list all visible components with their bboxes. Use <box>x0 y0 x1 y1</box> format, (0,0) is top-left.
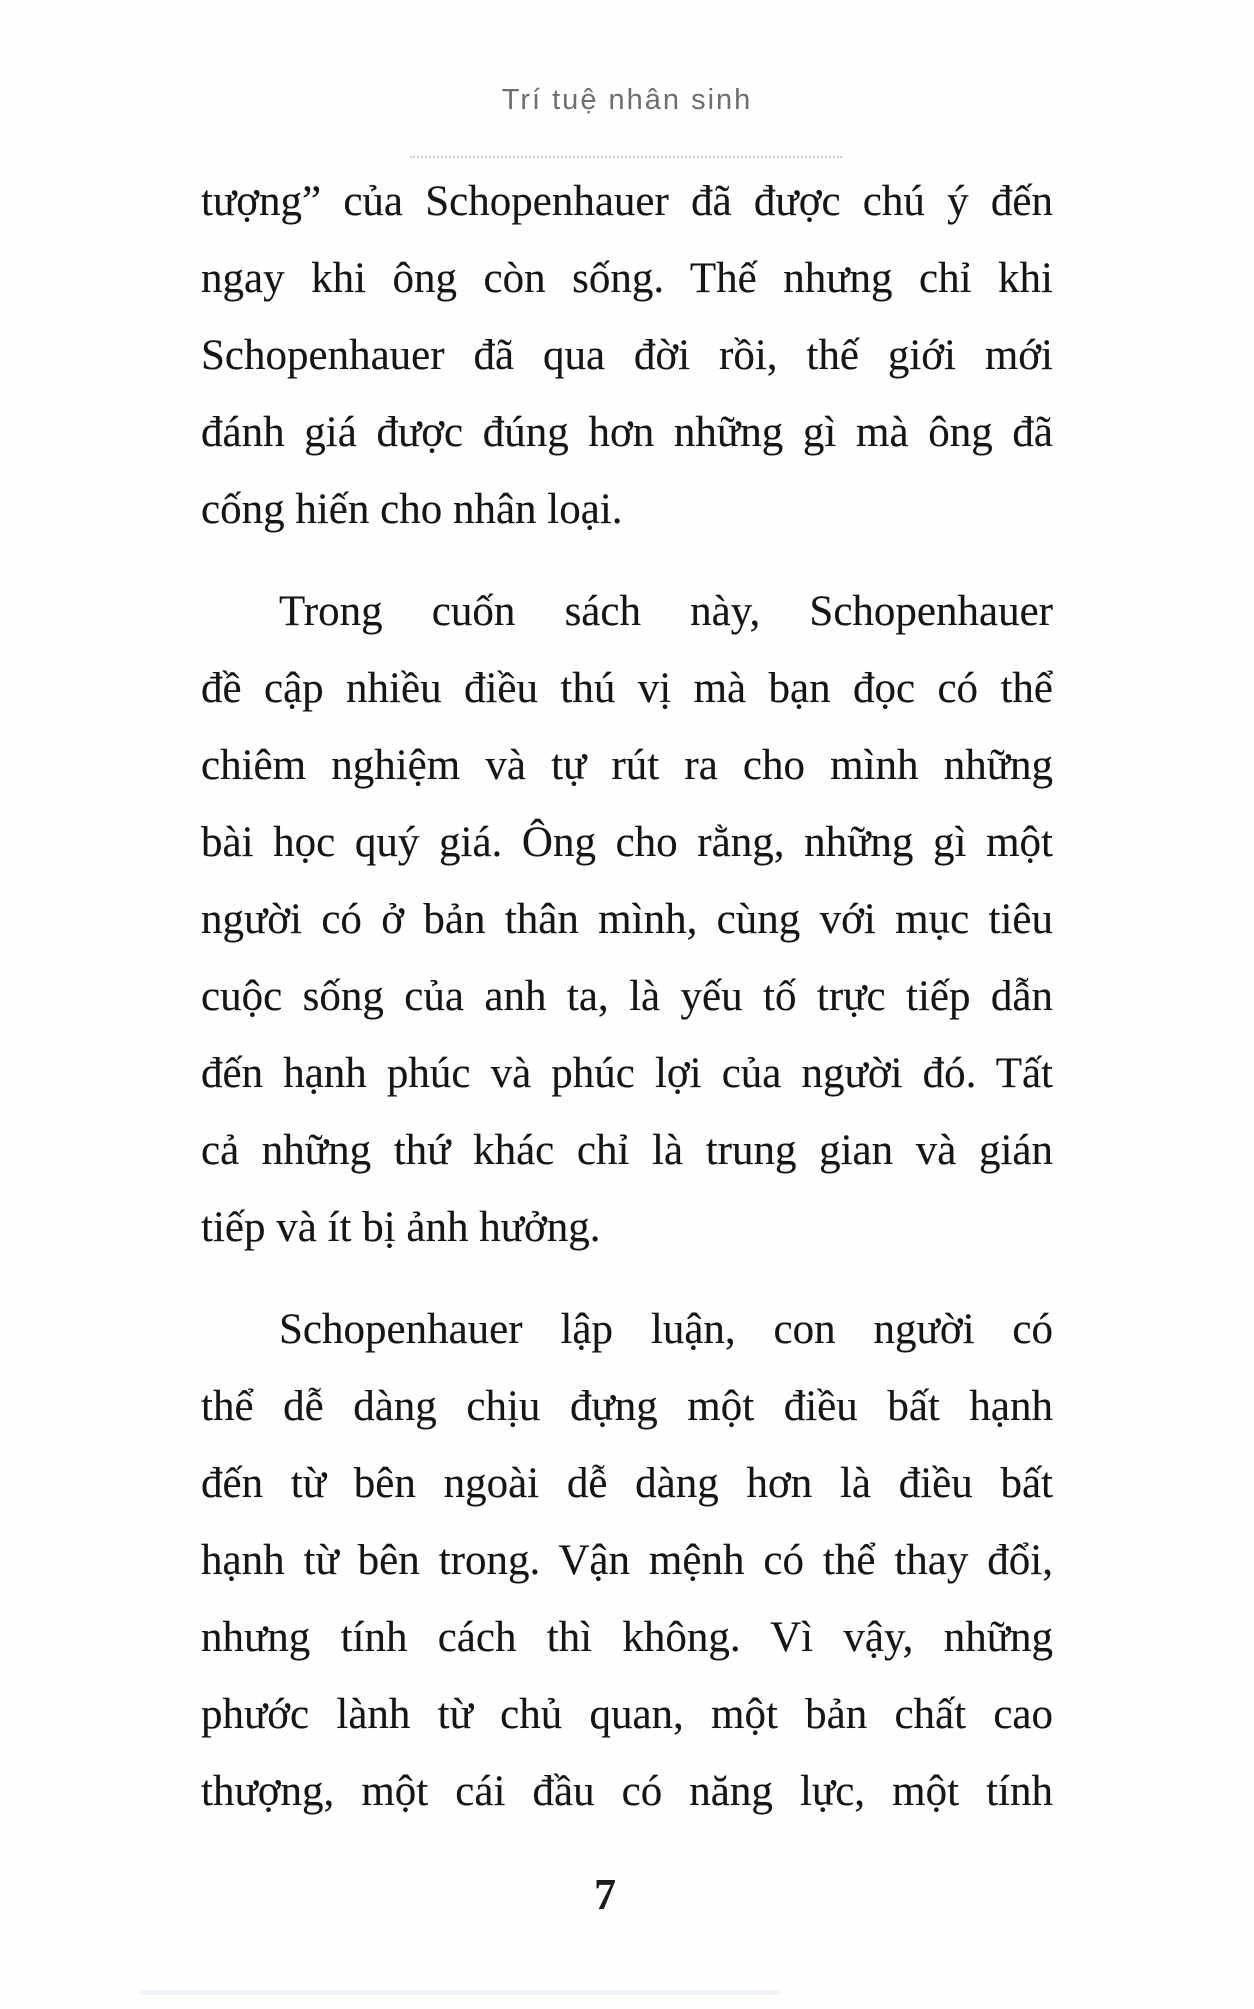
scan-artifact <box>140 1990 780 1995</box>
text-line: cuộc sống của anh ta, là yếu tố trực tiếp dẫn <box>201 973 1053 1020</box>
text-line: đề cập nhiều điều thú vị mà bạn đọc có thể <box>201 665 1053 712</box>
text-line: đánh giá được đúng hơn những gì mà ông đã <box>201 409 1053 456</box>
text-line: ngay khi ông còn sống. Thế nhưng chỉ khi <box>201 255 1053 302</box>
text-line: bài học quý giá. Ông cho rằng, những gì một <box>201 819 1053 866</box>
text-line: Trong cuốn sách này, Schopenhauer <box>279 588 1053 635</box>
page-number: 7 <box>594 1870 616 1919</box>
text-line: Schopenhauer đã qua đời rồi, thế giới mới <box>201 332 1053 379</box>
text-line: chiêm nghiệm và tự rút ra cho mình những <box>201 742 1053 789</box>
text-line: phước lành từ chủ quan, một bản chất cao <box>201 1691 1053 1738</box>
running-header-title: Trí tuệ nhân sinh <box>501 84 753 116</box>
text-line: nhưng tính cách thì không. Vì vậy, những <box>201 1614 1053 1661</box>
text-line: thượng, một cái đầu có năng lực, một tính <box>201 1768 1053 1815</box>
text-line: hạnh từ bên trong. Vận mệnh có thể thay đổi, <box>201 1537 1053 1584</box>
text-line: thể dễ dàng chịu đựng một điều bất hạnh <box>201 1383 1053 1430</box>
paragraph <box>201 163 1053 548</box>
text-line: Schopenhauer lập luận, con người có <box>279 1306 1053 1353</box>
text-line: người có ở bản thân mình, cùng với mục tiêu <box>201 896 1053 943</box>
text-line: đến hạnh phúc và phúc lợi của người đó. Tất <box>201 1050 1053 1097</box>
body-text <box>201 163 1053 1830</box>
header-divider <box>410 156 842 158</box>
text-line: đến từ bên ngoài dễ dàng hơn là điều bất <box>201 1460 1053 1507</box>
text-line: cả những thứ khác chỉ là trung gian và gián <box>201 1127 1053 1174</box>
text-line: cống hiến cho nhân loại. <box>201 486 623 533</box>
text-line: tiếp và ít bị ảnh hưởng. <box>201 1204 601 1251</box>
paragraph <box>201 573 1053 1266</box>
text-line: tượng” của Schopenhauer đã được chú ý đến <box>201 178 1053 225</box>
paragraph <box>201 1291 1053 1830</box>
